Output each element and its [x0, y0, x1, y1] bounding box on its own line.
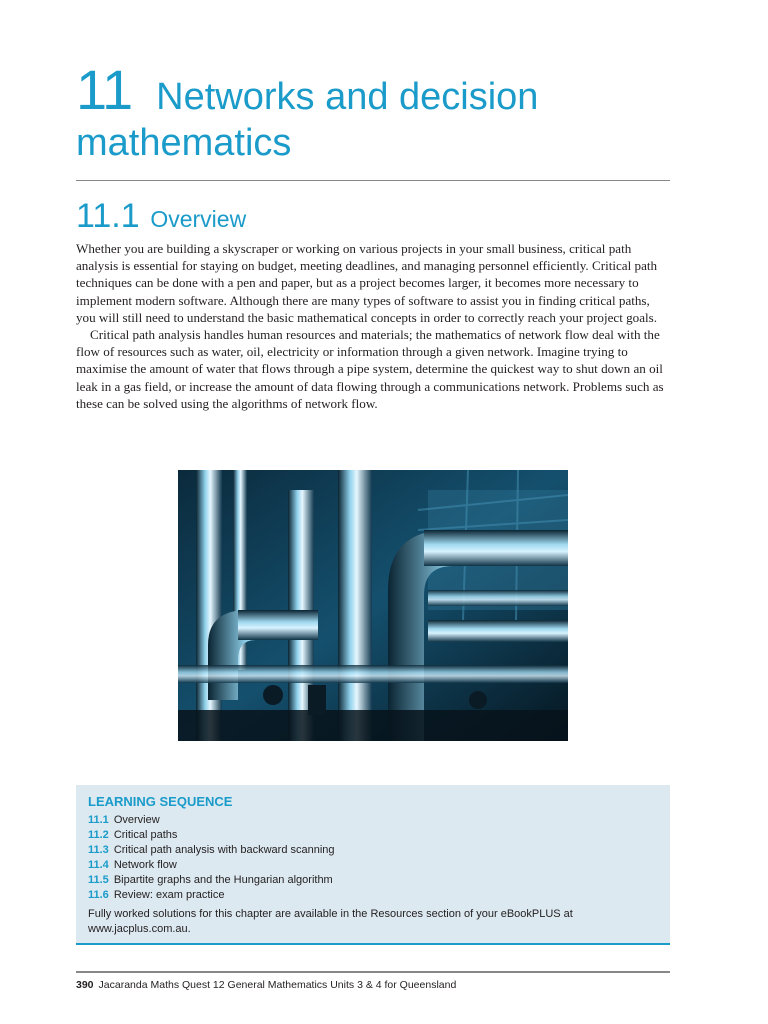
book-title: Jacaranda Maths Quest 12 General Mathematics Units 3 & 4 for Queensland [98, 979, 457, 991]
item-label: Bipartite graphs and the Hungarian algorithm [113, 874, 333, 886]
learning-sequence-title: LEARNING SEQUENCE [88, 794, 233, 809]
item-label: Critical path analysis with backward scanning [113, 844, 335, 856]
list-item [88, 813, 658, 828]
learning-sequence-list [88, 813, 658, 903]
item-number: 11.6 [88, 889, 109, 901]
paragraph: Critical path analysis handles human resources and materials; the mathematics of network flow deal with the flow of resources such as water, oil, electricity or information through a given network. Imagine trying to maximise the amount of water that flows through a pipe system, determine the quickest way to shut down an oil leak in a gas field, or increase the amount of data flowing through a communications network. Problems such as these can be solved using the algorithms of network flow. [76, 327, 664, 411]
overview-body [76, 240, 672, 412]
industrial-pipes-photo [178, 470, 568, 741]
item-number: 11.1 [88, 814, 109, 826]
item-number: 11.2 [88, 829, 109, 841]
item-label: Network flow [113, 859, 177, 871]
list-item [88, 873, 658, 888]
item-label: Review: exam practice [113, 889, 225, 901]
list-item [88, 858, 658, 873]
chapter-title [76, 58, 676, 164]
item-number: 11.3 [88, 844, 109, 856]
chapter-number: 11 [76, 58, 133, 121]
item-number: 11.4 [88, 859, 109, 871]
list-item [88, 843, 658, 858]
chapter-title-line2: mathematics [76, 122, 292, 164]
chapter-title-line1: Networks and decision [156, 76, 539, 118]
section-number: 11.1 [76, 197, 140, 235]
item-label: Critical paths [113, 829, 178, 841]
paragraph: Whether you are building a skyscraper or working on various projects in your small business, critical path analysis is essential for staying on budget, meeting deadlines, and managing personnel efficiently. Critical path techniques can be done with a pen and paper, but as a project becomes larger, it becomes more necessary to implement modern software. Although there are many types of software to assist you in finding critical paths, you will still need to understand the basic mathematical concepts in order to correctly reach your project goals. [76, 241, 658, 325]
footer-divider [76, 971, 670, 973]
section-heading [76, 199, 246, 233]
list-item [88, 888, 658, 903]
title-divider [76, 180, 670, 181]
learning-sequence-box [76, 785, 670, 945]
page-number: 390 [76, 979, 94, 991]
item-number: 11.5 [88, 874, 109, 886]
solutions-note: Fully worked solutions for this chapter are available in the Resources section of your eBookPLUS at www.jacplus.com.au. [88, 908, 573, 935]
page-footer [76, 979, 456, 991]
item-label: Overview [113, 814, 160, 826]
section-title: Overview [150, 206, 247, 232]
list-item [88, 828, 658, 843]
